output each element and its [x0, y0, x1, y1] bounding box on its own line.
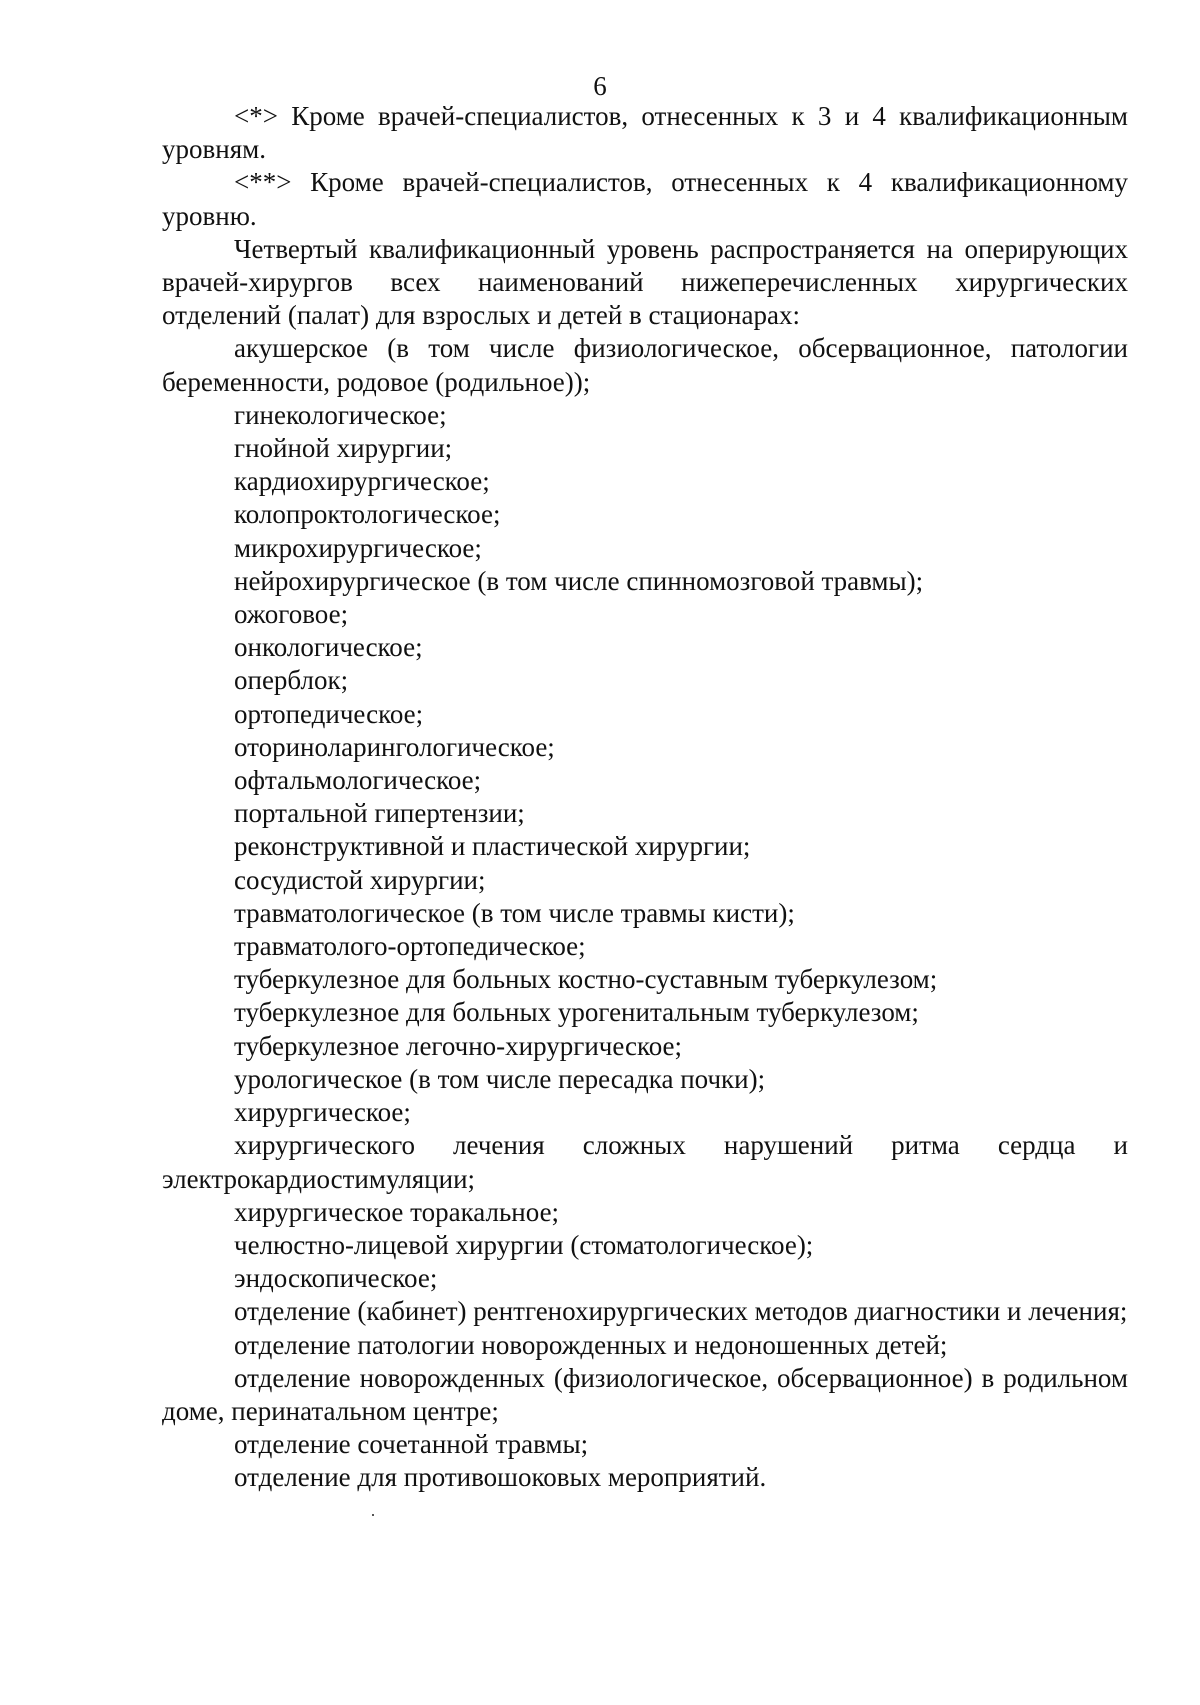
list-item: туберкулезное для больных костно-суставным туберкулезом;	[234, 964, 938, 995]
list-item: реконструктивной и пластической хирургии;	[234, 831, 751, 862]
list-item: травматологическое (в том числе травмы кисти);	[234, 897, 795, 928]
list-item: портальной гипертензии;	[234, 798, 525, 829]
list-item: колопроктологическое;	[234, 499, 501, 530]
footnote-1: <*> Кроме врачей-специалистов, отнесенных к 3 и 4 квалификационным уровням.	[162, 101, 1128, 165]
list-item: гнойной хирургии;	[234, 433, 453, 464]
page-number: 6	[593, 71, 607, 101]
list-item: онкологическое;	[234, 632, 423, 663]
list-item: эндоскопическое;	[234, 1263, 438, 1294]
list-item: нейрохирургическое (в том числе спинномозговой травмы);	[234, 565, 924, 596]
list-item: хирургическое торакальное;	[234, 1196, 560, 1227]
list-item: кардиохирургическое;	[234, 466, 490, 497]
list-item: туберкулезное для больных урогенитальным туберкулезом;	[234, 997, 919, 1028]
list-item: офтальмологическое;	[234, 765, 482, 796]
list-item: хирургического лечения сложных нарушений ритма сердца и электрокардиостимуляции;	[162, 1130, 1128, 1194]
intro-paragraph: Четвертый квалификационный уровень распространяется на оперирующих врачей-хирургов всех наименований нижеперечисленных хирургических отделений (палат) для взрослых и детей в стационарах:	[162, 233, 1128, 331]
list-item: челюстно-лицевой хирургии (стоматологическое);	[234, 1229, 814, 1260]
list-item: ортопедическое;	[234, 698, 424, 729]
list-item: отделение сочетанной травмы;	[234, 1429, 589, 1460]
list-item: оперблок;	[234, 665, 349, 696]
footnote-2: <**> Кроме врачей-специалистов, отнесенных к 4 квалификационному уровню.	[162, 167, 1128, 231]
list-item: урологическое (в том числе пересадка почки);	[234, 1063, 766, 1094]
list-item: отделение (кабинет) рентгенохирургических методов диагностики и лечения;	[234, 1296, 1128, 1327]
list-item: гинекологическое;	[234, 399, 447, 430]
list-item: отделение новорожденных (физиологическое, обсервационное) в родильном доме, перинатальном центре;	[162, 1362, 1128, 1426]
list-item: отделение патологии новорожденных и недоношенных детей;	[234, 1329, 948, 1360]
list-item: акушерское (в том числе физиологическое, обсервационное, патологии беременности, родовое (родильное));	[162, 333, 1128, 397]
list-item: оториноларингологическое;	[234, 731, 555, 762]
scan-dot-mark	[372, 1514, 374, 1516]
list-item: травматолого-ортопедическое;	[234, 931, 586, 962]
list-item: сосудистой хирургии;	[234, 864, 486, 895]
list-item: отделение для противошоковых мероприятий.	[234, 1462, 767, 1493]
document-body	[162, 100, 1128, 1495]
list-item: хирургическое;	[234, 1097, 411, 1128]
list-item: ожоговое;	[234, 599, 349, 630]
list-item: туберкулезное легочно-хирургическое;	[234, 1030, 683, 1061]
list-item: микрохирургическое;	[234, 532, 482, 563]
